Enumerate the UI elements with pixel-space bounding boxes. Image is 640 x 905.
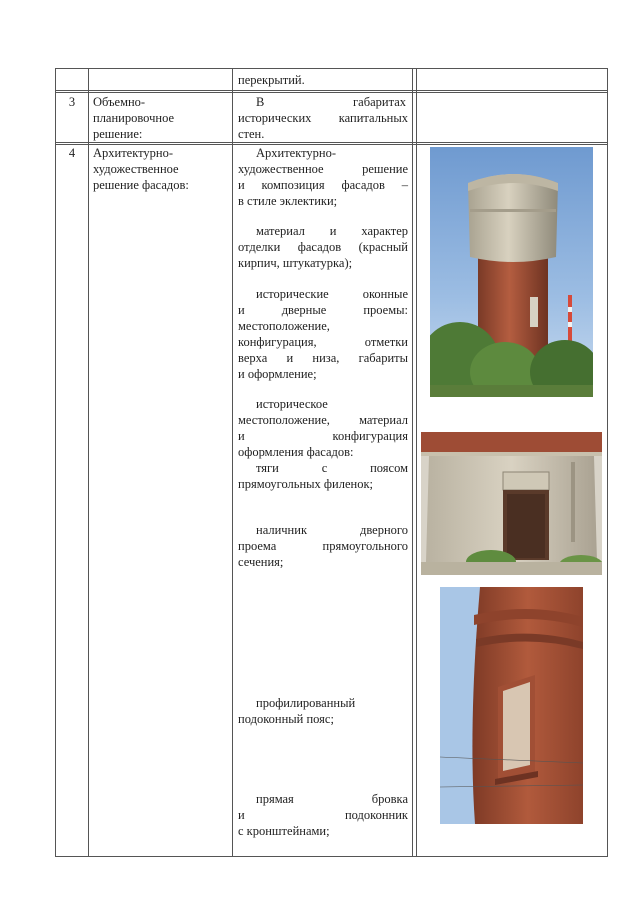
row-divider: [55, 142, 608, 143]
description-cell: В габаритах исторических капитальных стен.: [238, 95, 408, 141]
row-divider: [55, 90, 608, 91]
description-block: исторические оконные и дверные проемы: местоположение, конфигурация, отметки верха и низа, габариты и оформление;: [238, 287, 408, 381]
row-number: 4: [68, 146, 76, 160]
name-cell: Архитектурно- художественное решение фасадов:: [93, 146, 189, 192]
column-border: [416, 68, 417, 856]
description-block: материал и характер отделки фасадов (красный кирпич, штукатурка);: [238, 224, 408, 270]
description-block: историческое местоположение, материал и конфигурация оформления фасадов: тяги с поясом прямоугольных филенок;: [238, 397, 408, 491]
tower-base-doorway-photo: [421, 432, 602, 575]
water-tower-photo: [430, 147, 593, 397]
column-border: [607, 68, 608, 856]
column-border: [88, 68, 89, 856]
row-divider-inner: [55, 92, 608, 93]
table-top-border: [55, 68, 608, 69]
description-block: прямая бровка и подоконник с кронштейнами;: [238, 792, 408, 838]
description-block: Архитектурно- художественное решение и композиция фасадов – в стиле эклектики;: [238, 146, 408, 208]
column-border: [55, 68, 56, 856]
description-cell: перекрытий.: [238, 73, 305, 87]
tower-window-detail-photo: [440, 587, 583, 824]
table-bottom-border: [55, 856, 608, 857]
row-number: 3: [68, 95, 76, 109]
description-block: наличник дверного проема прямоугольного сечения;: [238, 523, 408, 569]
description-block: профилированный подоконный пояс;: [238, 696, 356, 726]
name-cell: Объемно- планировочное решение:: [93, 95, 175, 141]
column-border: [412, 68, 413, 856]
column-border: [232, 68, 233, 856]
